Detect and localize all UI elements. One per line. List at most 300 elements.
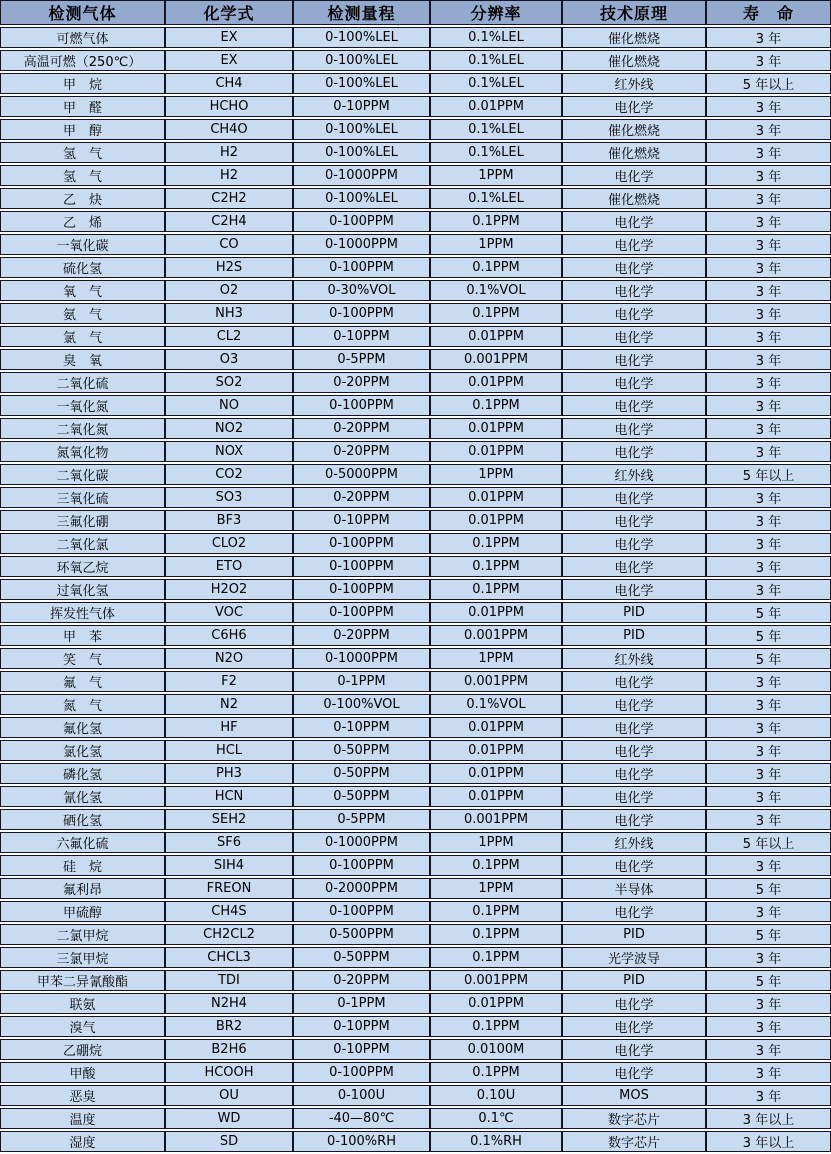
gas-name-cell: 甲 烷: [0, 73, 165, 94]
principle-cell: PID: [562, 970, 706, 991]
formula-cell: CH2CL2: [165, 924, 293, 945]
resolution-cell: 0.1%LEL: [430, 188, 562, 209]
resolution-cell: 1PPM: [430, 234, 562, 255]
lifespan-cell: 3 年: [706, 96, 831, 117]
formula-cell: VOC: [165, 602, 293, 623]
principle-cell: 电化学: [562, 993, 706, 1014]
formula-cell: HCHO: [165, 96, 293, 117]
formula-cell: SF6: [165, 832, 293, 853]
range-cell: 0-20PPM: [293, 625, 430, 646]
resolution-cell: 0.001PPM: [430, 349, 562, 370]
gas-name-cell: 甲苯二异氰酸酯: [0, 970, 165, 991]
range-cell: 0-20PPM: [293, 487, 430, 508]
range-cell: 0-1PPM: [293, 671, 430, 692]
table-row: [0, 1131, 831, 1152]
gas-name-cell: 氟 气: [0, 671, 165, 692]
lifespan-cell: 3 年: [706, 280, 831, 301]
table-header: [0, 0, 831, 25]
principle-cell: 电化学: [562, 96, 706, 117]
range-cell: 0-500PPM: [293, 924, 430, 945]
lifespan-cell: 3 年: [706, 533, 831, 554]
resolution-cell: 0.001PPM: [430, 809, 562, 830]
resolution-cell: 0.1%LEL: [430, 142, 562, 163]
formula-cell: BR2: [165, 1016, 293, 1037]
range-cell: 0-1PPM: [293, 993, 430, 1014]
gas-name-cell: 环氧乙烷: [0, 556, 165, 577]
resolution-cell: 0.01PPM: [430, 418, 562, 439]
range-cell: 0-10PPM: [293, 1039, 430, 1060]
resolution-cell: 1PPM: [430, 878, 562, 899]
lifespan-cell: 5 年: [706, 625, 831, 646]
principle-cell: 电化学: [562, 809, 706, 830]
range-cell: 0-100%LEL: [293, 188, 430, 209]
table-row: [0, 349, 831, 370]
resolution-cell: 0.01PPM: [430, 96, 562, 117]
formula-cell: SIH4: [165, 855, 293, 876]
range-cell: 0-100%RH: [293, 1131, 430, 1152]
gas-name-cell: 氮氧化物: [0, 441, 165, 462]
resolution-cell: 0.10U: [430, 1085, 562, 1106]
resolution-cell: 0.1PPM: [430, 556, 562, 577]
table-row: [0, 257, 831, 278]
lifespan-cell: 3 年: [706, 1039, 831, 1060]
table-row: [0, 441, 831, 462]
table-row: [0, 1085, 831, 1106]
lifespan-cell: 5 年以上: [706, 73, 831, 94]
range-cell: 0-100%LEL: [293, 27, 430, 48]
formula-cell: SEH2: [165, 809, 293, 830]
table-row: [0, 280, 831, 301]
formula-cell: EX: [165, 50, 293, 71]
range-cell: 0-10PPM: [293, 510, 430, 531]
formula-cell: WD: [165, 1108, 293, 1129]
principle-cell: 电化学: [562, 763, 706, 784]
gas-name-cell: 一氧化氮: [0, 395, 165, 416]
resolution-cell: 0.1%LEL: [430, 73, 562, 94]
gas-name-cell: 甲酸: [0, 1062, 165, 1083]
formula-cell: F2: [165, 671, 293, 692]
principle-cell: 电化学: [562, 1016, 706, 1037]
table-row: [0, 924, 831, 945]
range-cell: 0-100%LEL: [293, 73, 430, 94]
formula-cell: FREON: [165, 878, 293, 899]
lifespan-cell: 3 年: [706, 579, 831, 600]
table-row: [0, 809, 831, 830]
lifespan-cell: 3 年: [706, 993, 831, 1014]
range-cell: 0-50PPM: [293, 763, 430, 784]
resolution-cell: 0.1PPM: [430, 395, 562, 416]
table-row: [0, 142, 831, 163]
formula-cell: NO: [165, 395, 293, 416]
gas-name-cell: 氨 气: [0, 303, 165, 324]
table-row: [0, 464, 831, 485]
lifespan-cell: 3 年: [706, 418, 831, 439]
gas-name-cell: 硅 烷: [0, 855, 165, 876]
principle-cell: PID: [562, 924, 706, 945]
principle-cell: 催化燃烧: [562, 188, 706, 209]
resolution-cell: 0.1PPM: [430, 211, 562, 232]
range-cell: 0-100%VOL: [293, 694, 430, 715]
range-cell: 0-10PPM: [293, 717, 430, 738]
lifespan-cell: 3 年: [706, 694, 831, 715]
lifespan-cell: 3 年: [706, 717, 831, 738]
formula-cell: H2O2: [165, 579, 293, 600]
range-cell: 0-50PPM: [293, 947, 430, 968]
resolution-cell: 0.01PPM: [430, 510, 562, 531]
principle-cell: 电化学: [562, 211, 706, 232]
range-cell: 0-20PPM: [293, 372, 430, 393]
resolution-cell: 0.1PPM: [430, 579, 562, 600]
gas-name-cell: 一氧化碳: [0, 234, 165, 255]
lifespan-cell: 5 年以上: [706, 464, 831, 485]
column-header-resolution: 分辨率: [430, 0, 562, 25]
resolution-cell: 1PPM: [430, 648, 562, 669]
range-cell: 0-1000PPM: [293, 165, 430, 186]
principle-cell: 数字芯片: [562, 1108, 706, 1129]
gas-name-cell: 笑 气: [0, 648, 165, 669]
table-row: [0, 763, 831, 784]
lifespan-cell: 3 年: [706, 441, 831, 462]
table-row: [0, 119, 831, 140]
range-cell: 0-5PPM: [293, 349, 430, 370]
lifespan-cell: 5 年: [706, 602, 831, 623]
resolution-cell: 0.001PPM: [430, 970, 562, 991]
formula-cell: NH3: [165, 303, 293, 324]
lifespan-cell: 3 年: [706, 740, 831, 761]
principle-cell: 电化学: [562, 1039, 706, 1060]
gas-name-cell: 温度: [0, 1108, 165, 1129]
formula-cell: OU: [165, 1085, 293, 1106]
principle-cell: 红外线: [562, 73, 706, 94]
lifespan-cell: 3 年: [706, 947, 831, 968]
table-row: [0, 1062, 831, 1083]
range-cell: 0-100PPM: [293, 855, 430, 876]
resolution-cell: 0.1℃: [430, 1108, 562, 1129]
table-row: [0, 533, 831, 554]
lifespan-cell: 3 年: [706, 142, 831, 163]
range-cell: 0-100PPM: [293, 533, 430, 554]
lifespan-cell: 3 年: [706, 257, 831, 278]
principle-cell: 电化学: [562, 441, 706, 462]
lifespan-cell: 3 年: [706, 27, 831, 48]
resolution-cell: 0.01PPM: [430, 487, 562, 508]
resolution-cell: 0.1%VOL: [430, 280, 562, 301]
table-row: [0, 510, 831, 531]
formula-cell: N2O: [165, 648, 293, 669]
column-header-formula: 化学式: [165, 0, 293, 25]
gas-name-cell: 三氯甲烷: [0, 947, 165, 968]
table-row: [0, 901, 831, 922]
range-cell: 0-100%LEL: [293, 119, 430, 140]
resolution-cell: 1PPM: [430, 165, 562, 186]
resolution-cell: 0.1PPM: [430, 901, 562, 922]
principle-cell: 半导体: [562, 878, 706, 899]
resolution-cell: 0.1PPM: [430, 855, 562, 876]
lifespan-cell: 3 年: [706, 188, 831, 209]
gas-name-cell: 甲 醛: [0, 96, 165, 117]
formula-cell: NOX: [165, 441, 293, 462]
range-cell: 0-20PPM: [293, 970, 430, 991]
range-cell: 0-50PPM: [293, 786, 430, 807]
resolution-cell: 0.1PPM: [430, 1062, 562, 1083]
principle-cell: 催化燃烧: [562, 119, 706, 140]
formula-cell: N2: [165, 694, 293, 715]
principle-cell: 电化学: [562, 234, 706, 255]
gas-name-cell: 三氟化硼: [0, 510, 165, 531]
range-cell: 0-10PPM: [293, 1016, 430, 1037]
lifespan-cell: 3 年以上: [706, 1108, 831, 1129]
table-row: [0, 694, 831, 715]
formula-cell: EX: [165, 27, 293, 48]
gas-name-cell: 联氨: [0, 993, 165, 1014]
range-cell: 0-100PPM: [293, 303, 430, 324]
lifespan-cell: 3 年: [706, 395, 831, 416]
principle-cell: 电化学: [562, 257, 706, 278]
lifespan-cell: 3 年: [706, 1062, 831, 1083]
column-header-range: 检测量程: [293, 0, 430, 25]
table-row: [0, 832, 831, 853]
table-row: [0, 740, 831, 761]
lifespan-cell: 3 年: [706, 763, 831, 784]
table-body: [0, 27, 831, 1152]
formula-cell: H2S: [165, 257, 293, 278]
gas-name-cell: 挥发性气体: [0, 602, 165, 623]
range-cell: 0-100PPM: [293, 257, 430, 278]
lifespan-cell: 3 年: [706, 165, 831, 186]
range-cell: 0-100PPM: [293, 1062, 430, 1083]
principle-cell: 光学波导: [562, 947, 706, 968]
range-cell: 0-100U: [293, 1085, 430, 1106]
lifespan-cell: 3 年: [706, 510, 831, 531]
table-row: [0, 993, 831, 1014]
formula-cell: SO3: [165, 487, 293, 508]
principle-cell: 电化学: [562, 740, 706, 761]
table-row: [0, 27, 831, 48]
lifespan-cell: 5 年以上: [706, 832, 831, 853]
principle-cell: 红外线: [562, 464, 706, 485]
principle-cell: 催化燃烧: [562, 142, 706, 163]
gas-name-cell: 高温可燃（250℃）: [0, 50, 165, 71]
principle-cell: 电化学: [562, 418, 706, 439]
formula-cell: C2H4: [165, 211, 293, 232]
lifespan-cell: 5 年: [706, 970, 831, 991]
gas-name-cell: 三氧化硫: [0, 487, 165, 508]
range-cell: 0-100PPM: [293, 395, 430, 416]
gas-name-cell: 氰化氢: [0, 786, 165, 807]
range-cell: 0-100PPM: [293, 556, 430, 577]
gas-name-cell: 氢 气: [0, 165, 165, 186]
formula-cell: B2H6: [165, 1039, 293, 1060]
resolution-cell: 0.1%LEL: [430, 119, 562, 140]
table-row: [0, 96, 831, 117]
table-row: [0, 970, 831, 991]
resolution-cell: 0.001PPM: [430, 671, 562, 692]
resolution-cell: 0.0100M: [430, 1039, 562, 1060]
range-cell: 0-1000PPM: [293, 832, 430, 853]
lifespan-cell: 3 年: [706, 119, 831, 140]
column-header-principle: 技术原理: [562, 0, 706, 25]
table-row: [0, 487, 831, 508]
formula-cell: SD: [165, 1131, 293, 1152]
resolution-cell: 0.1%LEL: [430, 27, 562, 48]
gas-name-cell: 磷化氢: [0, 763, 165, 784]
gas-name-cell: 氮 气: [0, 694, 165, 715]
resolution-cell: 0.01PPM: [430, 602, 562, 623]
table-row: [0, 579, 831, 600]
table-row: [0, 73, 831, 94]
lifespan-cell: 5 年: [706, 878, 831, 899]
table-row: [0, 418, 831, 439]
resolution-cell: 1PPM: [430, 832, 562, 853]
lifespan-cell: 3 年: [706, 671, 831, 692]
table-row: [0, 671, 831, 692]
principle-cell: 催化燃烧: [562, 50, 706, 71]
resolution-cell: 0.1PPM: [430, 303, 562, 324]
range-cell: 0-1000PPM: [293, 234, 430, 255]
table-row: [0, 234, 831, 255]
table-row: [0, 50, 831, 71]
formula-cell: HCN: [165, 786, 293, 807]
formula-cell: O2: [165, 280, 293, 301]
principle-cell: 电化学: [562, 349, 706, 370]
range-cell: 0-20PPM: [293, 418, 430, 439]
formula-cell: CL2: [165, 326, 293, 347]
principle-cell: 电化学: [562, 901, 706, 922]
principle-cell: 电化学: [562, 786, 706, 807]
resolution-cell: 0.01PPM: [430, 372, 562, 393]
lifespan-cell: 3 年: [706, 326, 831, 347]
principle-cell: 电化学: [562, 671, 706, 692]
principle-cell: 电化学: [562, 694, 706, 715]
lifespan-cell: 3 年: [706, 1085, 831, 1106]
table-row: [0, 211, 831, 232]
principle-cell: 电化学: [562, 855, 706, 876]
principle-cell: 电化学: [562, 280, 706, 301]
gas-name-cell: 氧 气: [0, 280, 165, 301]
table-row: [0, 602, 831, 623]
table-row: [0, 648, 831, 669]
gas-name-cell: 氟利昂: [0, 878, 165, 899]
lifespan-cell: 3 年: [706, 211, 831, 232]
range-cell: 0-50PPM: [293, 740, 430, 761]
formula-cell: CLO2: [165, 533, 293, 554]
range-cell: 0-10PPM: [293, 326, 430, 347]
range-cell: 0-20PPM: [293, 441, 430, 462]
formula-cell: CO: [165, 234, 293, 255]
gas-name-cell: 甲 醇: [0, 119, 165, 140]
formula-cell: PH3: [165, 763, 293, 784]
resolution-cell: 0.1PPM: [430, 1016, 562, 1037]
principle-cell: 催化燃烧: [562, 27, 706, 48]
lifespan-cell: 3 年: [706, 372, 831, 393]
range-cell: 0-1000PPM: [293, 648, 430, 669]
lifespan-cell: 3 年: [706, 349, 831, 370]
principle-cell: 电化学: [562, 303, 706, 324]
lifespan-cell: 3 年: [706, 855, 831, 876]
principle-cell: 电化学: [562, 533, 706, 554]
resolution-cell: 0.01PPM: [430, 763, 562, 784]
principle-cell: 电化学: [562, 556, 706, 577]
lifespan-cell: 3 年: [706, 234, 831, 255]
table-row: [0, 303, 831, 324]
formula-cell: CO2: [165, 464, 293, 485]
table-row: [0, 188, 831, 209]
range-cell: 0-100%LEL: [293, 142, 430, 163]
formula-cell: TDI: [165, 970, 293, 991]
resolution-cell: 0.01PPM: [430, 717, 562, 738]
resolution-cell: 0.01PPM: [430, 786, 562, 807]
principle-cell: PID: [562, 625, 706, 646]
table-row: [0, 855, 831, 876]
table-row: [0, 878, 831, 899]
table-row: [0, 625, 831, 646]
gas-name-cell: 氟化氢: [0, 717, 165, 738]
gas-name-cell: 硒化氢: [0, 809, 165, 830]
range-cell: -40—80℃: [293, 1108, 430, 1129]
range-cell: 0-10PPM: [293, 96, 430, 117]
gas-name-cell: 可燃气体: [0, 27, 165, 48]
table-row: [0, 1108, 831, 1129]
range-cell: 0-5000PPM: [293, 464, 430, 485]
gas-name-cell: 溴气: [0, 1016, 165, 1037]
lifespan-cell: 3 年: [706, 556, 831, 577]
gas-name-cell: 湿度: [0, 1131, 165, 1152]
gas-name-cell: 恶臭: [0, 1085, 165, 1106]
header-row: [0, 0, 831, 25]
formula-cell: CH4O: [165, 119, 293, 140]
formula-cell: HCOOH: [165, 1062, 293, 1083]
range-cell: 0-30%VOL: [293, 280, 430, 301]
gas-name-cell: 臭 氧: [0, 349, 165, 370]
resolution-cell: 0.1%LEL: [430, 50, 562, 71]
gas-name-cell: 甲 苯: [0, 625, 165, 646]
formula-cell: N2H4: [165, 993, 293, 1014]
resolution-cell: 0.01PPM: [430, 326, 562, 347]
formula-cell: HCL: [165, 740, 293, 761]
lifespan-cell: 3 年: [706, 809, 831, 830]
lifespan-cell: 5 年: [706, 924, 831, 945]
formula-cell: CHCL3: [165, 947, 293, 968]
principle-cell: MOS: [562, 1085, 706, 1106]
formula-cell: C6H6: [165, 625, 293, 646]
resolution-cell: 0.1PPM: [430, 257, 562, 278]
principle-cell: 电化学: [562, 326, 706, 347]
table-row: [0, 947, 831, 968]
lifespan-cell: 5 年: [706, 648, 831, 669]
formula-cell: ETO: [165, 556, 293, 577]
resolution-cell: 0.1PPM: [430, 947, 562, 968]
gas-name-cell: 乙 烯: [0, 211, 165, 232]
gas-name-cell: 二氯甲烷: [0, 924, 165, 945]
gas-name-cell: 乙硼烷: [0, 1039, 165, 1060]
column-header-gas: 检测气体: [0, 0, 165, 25]
table-row: [0, 326, 831, 347]
formula-cell: CH4S: [165, 901, 293, 922]
range-cell: 0-100PPM: [293, 211, 430, 232]
lifespan-cell: 3 年以上: [706, 1131, 831, 1152]
gas-name-cell: 二氧化氮: [0, 418, 165, 439]
lifespan-cell: 3 年: [706, 786, 831, 807]
resolution-cell: 0.1%RH: [430, 1131, 562, 1152]
principle-cell: 红外线: [562, 832, 706, 853]
resolution-cell: 1PPM: [430, 464, 562, 485]
gas-name-cell: 甲硫醇: [0, 901, 165, 922]
gas-name-cell: 硫化氢: [0, 257, 165, 278]
column-header-lifespan: 寿 命: [706, 0, 831, 25]
lifespan-cell: 3 年: [706, 487, 831, 508]
range-cell: 0-100PPM: [293, 579, 430, 600]
formula-cell: SO2: [165, 372, 293, 393]
